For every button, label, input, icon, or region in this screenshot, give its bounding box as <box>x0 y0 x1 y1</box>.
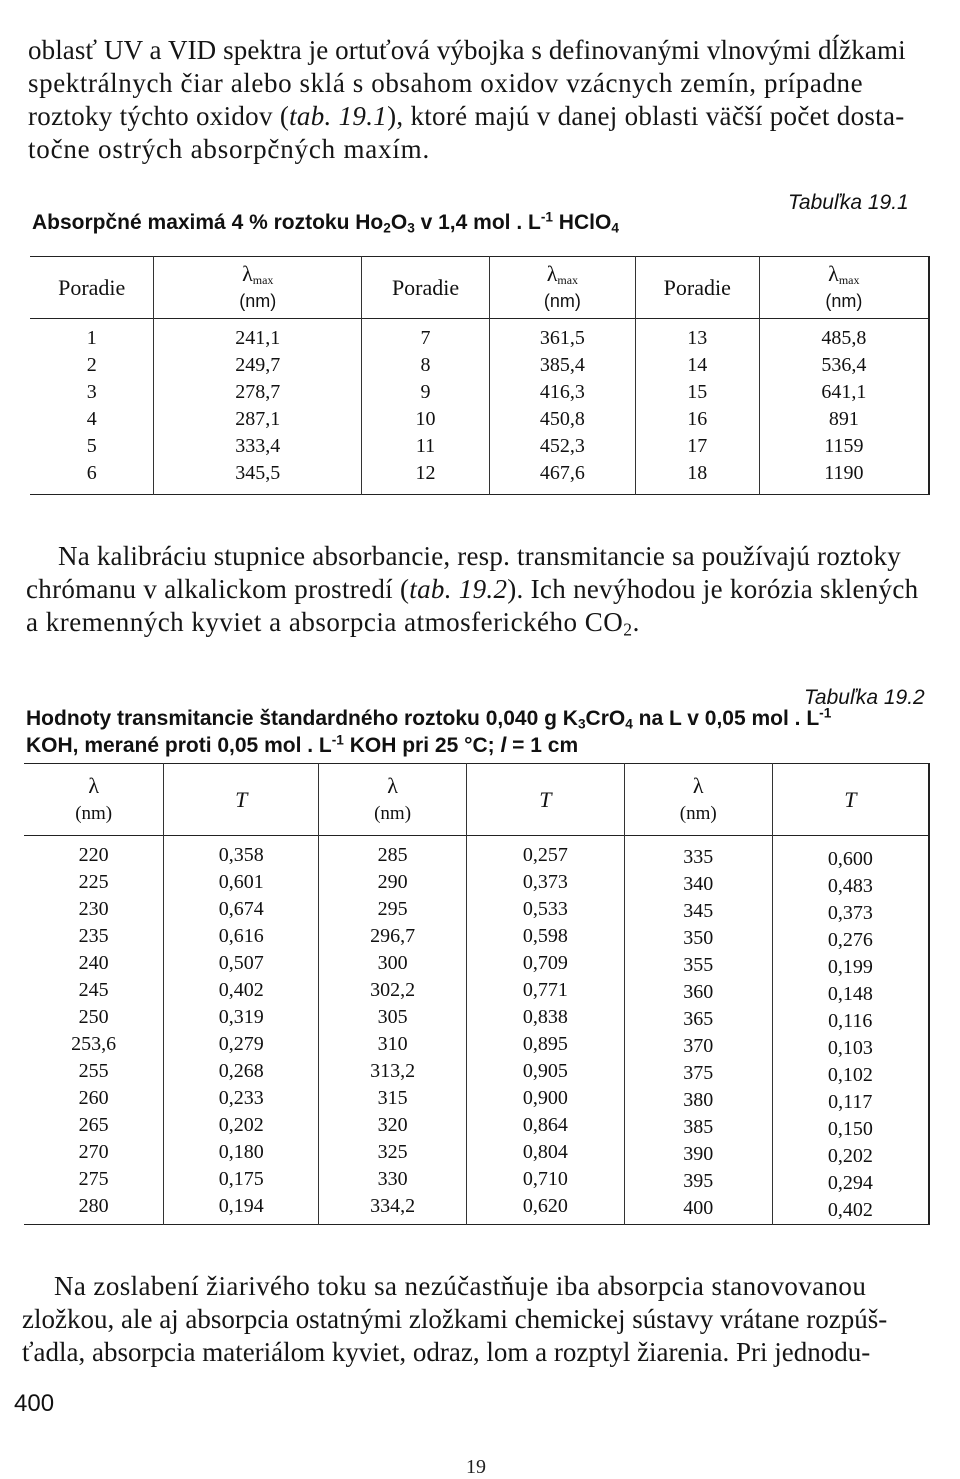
lambda-header: λ (nm) <box>319 764 467 836</box>
order-header: Poradie <box>362 257 490 319</box>
table-cell: 310 <box>377 1033 408 1055</box>
table-cell: 300 <box>377 952 408 974</box>
table-cell: 0,895 <box>522 1033 568 1055</box>
table-cell: 18 <box>687 462 708 484</box>
table1 <box>30 256 930 495</box>
mid-line-2: chrómanu v alkalickom prostredí (tab. 19.2). Ich nevýhodou je korózia sklených <box>26 574 919 604</box>
table-cell: 0,507 <box>218 952 264 974</box>
transmittance-header: T <box>164 764 319 836</box>
table-cell: 0,533 <box>522 898 568 920</box>
table-cell: 0,180 <box>218 1141 264 1163</box>
lambda-column <box>319 836 467 1225</box>
table-cell: 0,620 <box>522 1195 568 1217</box>
table-cell: 370 <box>683 1035 714 1057</box>
order-column <box>362 319 490 495</box>
table-cell: 220 <box>78 844 109 866</box>
table2-label: Tabuľka 19.2 <box>804 686 925 709</box>
table-cell: 0,103 <box>827 1037 873 1059</box>
lambda-column <box>759 319 929 495</box>
footer-number: 19 <box>466 1456 486 1478</box>
table-cell: 315 <box>377 1087 408 1109</box>
table-cell: 360 <box>683 981 714 1003</box>
table-cell: 485,8 <box>821 327 867 349</box>
table-cell: 0,600 <box>827 848 873 870</box>
outro-line-2: zložkou, ale aj absorpcia ostatnými zložkami chemickej sústavy vrátane rozpúš- <box>22 1304 888 1334</box>
table-cell: 0,268 <box>218 1060 264 1082</box>
lambda-max-header: $\lambda_{max}$ (nm) <box>154 257 362 319</box>
table-cell: 225 <box>78 871 109 893</box>
table-cell: 330 <box>377 1168 408 1190</box>
table-cell: 253,6 <box>71 1033 117 1055</box>
table-cell: 8 <box>420 354 431 376</box>
table-cell: 0,900 <box>522 1087 568 1109</box>
table-cell: 0,294 <box>827 1172 873 1194</box>
table-cell: 380 <box>683 1089 714 1111</box>
table-cell: 0,257 <box>522 844 568 866</box>
table1-header <box>30 257 929 319</box>
table-cell: 0,402 <box>218 979 264 1001</box>
outro-line-3: ťadla, absorpcia materiálom kyviet, odraz, lom a rozptyl žiarenia. Pri jednodu- <box>22 1337 871 1367</box>
lambda-header: λ (nm) <box>24 764 164 836</box>
table-cell: 0,148 <box>827 983 873 1005</box>
table-cell: 0,358 <box>218 844 264 866</box>
table-cell: 450,8 <box>539 408 585 430</box>
table-cell: 313,2 <box>370 1060 416 1082</box>
outro-paragraph <box>22 1270 936 1369</box>
table-cell: 11 <box>415 435 436 457</box>
table-cell: 0,116 <box>828 1010 873 1032</box>
table-cell: 9 <box>420 381 431 403</box>
lambda-column <box>624 836 772 1225</box>
table-cell: 295 <box>377 898 408 920</box>
order-header: Poradie <box>30 257 154 319</box>
table-cell: 0,598 <box>522 925 568 947</box>
table-cell: 0,194 <box>218 1195 264 1217</box>
intro-line-1: oblasť UV a VID spektra je ortuťová výbojka s definovanými vlnovými dĺžkami <box>28 35 906 65</box>
table-cell: 0,279 <box>218 1033 264 1055</box>
table-cell: 395 <box>683 1170 714 1192</box>
mid-paragraph <box>26 540 936 639</box>
table-cell: 1159 <box>824 435 864 457</box>
table1-caption: Absorpčné maximá 4 % roztoku $Ho_2O_3$ v 1,4 mol . $L^{-1}$ HClO$_4$ <box>32 209 619 236</box>
intro-line-2: spektrálnych čiar alebo sklá s obsahom oxidov vzácnych zemín, prípadne <box>28 68 864 98</box>
order-header: Poradie <box>635 257 759 319</box>
table-cell: 0,117 <box>828 1091 873 1113</box>
table-cell: 0,771 <box>522 979 568 1001</box>
table-reference: tab. 19.1 <box>289 101 388 131</box>
table-cell: 287,1 <box>235 408 281 430</box>
table-cell: 10 <box>415 408 436 430</box>
table-cell: 452,3 <box>539 435 585 457</box>
order-column <box>635 319 759 495</box>
table-cell: 241,1 <box>235 327 281 349</box>
page-number: 400 <box>14 1390 55 1417</box>
table-cell: 334,2 <box>370 1195 416 1217</box>
intro-paragraph <box>28 34 938 166</box>
table-cell: 240 <box>78 952 109 974</box>
table-cell: 0,709 <box>522 952 568 974</box>
table-cell: 350 <box>683 927 714 949</box>
table-cell: 340 <box>683 873 714 895</box>
table-cell: 361,5 <box>539 327 585 349</box>
lambda-max-header: $\lambda_{max}$ (nm) <box>825 261 863 311</box>
table-cell: 250 <box>78 1006 109 1028</box>
table-cell: 0,319 <box>218 1006 264 1028</box>
table-cell: 13 <box>687 327 708 349</box>
outro-line-1: Na zoslabení žiarivého toku sa nezúčastňuje iba absorpcia stanovovanou <box>54 1271 867 1301</box>
table-cell: 0,199 <box>827 956 873 978</box>
table-cell: 17 <box>687 435 708 457</box>
table-cell: 0,373 <box>522 871 568 893</box>
table-cell: 0,175 <box>218 1168 264 1190</box>
transmittance-header: T <box>467 764 625 836</box>
table-cell: 891 <box>828 408 859 430</box>
table-cell: 255 <box>78 1060 109 1082</box>
table-cell: 16 <box>687 408 708 430</box>
table-cell: 1190 <box>824 462 864 484</box>
table-reference: tab. 19.2 <box>409 574 508 604</box>
table-cell: 230 <box>78 898 109 920</box>
lambda-column <box>489 319 635 495</box>
table2-caption-line-1: Hodnoty transmitancie štandardného roztoku 0,040 g $K_3CrO_4$ na L v 0,05 mol . $L^{-1}$ <box>26 705 832 732</box>
table-cell: 265 <box>78 1114 109 1136</box>
table-cell: 275 <box>78 1168 109 1190</box>
table-cell: 14 <box>687 354 708 376</box>
table-cell: 416,3 <box>539 381 585 403</box>
table-cell: 345,5 <box>235 462 281 484</box>
table-cell: 278,7 <box>235 381 281 403</box>
table2-caption <box>26 705 831 759</box>
table-cell: 285 <box>377 844 408 866</box>
table-cell: 296,7 <box>370 925 416 947</box>
table-cell: 0,864 <box>522 1114 568 1136</box>
table-cell: 536,4 <box>821 354 867 376</box>
table-cell: 0,674 <box>218 898 264 920</box>
table-cell: 375 <box>683 1062 714 1084</box>
mid-line-3: a kremenných kyviet a absorpcia atmosferického $CO_2$. <box>26 607 640 640</box>
table2-caption-line-2: KOH, merané proti 0,05 mol . $L^{-1}$ KOH pri 25 °C; l = 1 cm <box>26 732 579 757</box>
table-cell: 0,402 <box>827 1199 873 1221</box>
table-cell: 345 <box>683 900 714 922</box>
table-cell: 249,7 <box>235 354 281 376</box>
table-cell: 0,276 <box>827 929 873 951</box>
table-cell: 0,373 <box>827 902 873 924</box>
mid-line-1: Na kalibráciu stupnice absorbancie, resp. transmitancie sa používajú roztoky <box>58 541 901 571</box>
table-cell: 302,2 <box>370 979 416 1001</box>
table-cell: 7 <box>420 327 431 349</box>
table-cell: 385 <box>683 1116 714 1138</box>
table-cell: 0,616 <box>218 925 264 947</box>
intro-line-3: roztoky týchto oxidov (tab. 19.1), ktoré majú v danej oblasti väčší počet dosta- <box>28 101 905 131</box>
table-cell: 260 <box>78 1087 109 1109</box>
table-cell: 0,905 <box>522 1060 568 1082</box>
table-cell: 390 <box>683 1143 714 1165</box>
table-cell: 325 <box>377 1141 408 1163</box>
table1-label: Tabuľka 19.1 <box>788 191 909 214</box>
lambda-column <box>154 319 362 495</box>
intro-line-4: točne ostrých absorpčných maxím. <box>28 134 430 164</box>
table-cell: 6 <box>86 462 97 484</box>
table-cell: 280 <box>78 1195 109 1217</box>
transmittance-column <box>772 836 929 1225</box>
table-cell: 1 <box>86 327 97 349</box>
table-cell: 335 <box>683 846 714 868</box>
table-cell: 290 <box>377 871 408 893</box>
table-cell: 355 <box>683 954 714 976</box>
transmittance-column <box>164 836 319 1225</box>
table-cell: 365 <box>683 1008 714 1030</box>
table-cell: 0,102 <box>827 1064 873 1086</box>
table-cell: 0,804 <box>522 1141 568 1163</box>
table1-body <box>30 319 929 495</box>
table-cell: 0,202 <box>827 1145 873 1167</box>
table-cell: 245 <box>78 979 109 1001</box>
transmittance-header: T <box>844 786 857 812</box>
lambda-header: λ (nm) <box>624 764 772 836</box>
table2-header <box>24 764 929 836</box>
transmittance-column <box>467 836 625 1225</box>
table-cell: 270 <box>78 1141 109 1163</box>
table2-body <box>24 836 929 1225</box>
table-cell: 4 <box>86 408 97 430</box>
table-cell: 320 <box>377 1114 408 1136</box>
table2 <box>24 763 930 1225</box>
table-cell: 0,150 <box>827 1118 873 1140</box>
table-cell: 333,4 <box>235 435 281 457</box>
table-cell: 3 <box>86 381 97 403</box>
table-cell: 12 <box>415 462 436 484</box>
table-cell: 0,202 <box>218 1114 264 1136</box>
table-cell: 0,483 <box>827 875 873 897</box>
table-cell: 385,4 <box>539 354 585 376</box>
order-column <box>30 319 154 495</box>
table-cell: 235 <box>78 925 109 947</box>
table-cell: 5 <box>86 435 97 457</box>
table-cell: 305 <box>377 1006 408 1028</box>
table-cell: 0,601 <box>218 871 264 893</box>
table-cell: 641,1 <box>821 381 867 403</box>
table-cell: 400 <box>683 1197 714 1219</box>
table-cell: 467,6 <box>539 462 585 484</box>
table-cell: 0,233 <box>218 1087 264 1109</box>
table-cell: 0,838 <box>522 1006 568 1028</box>
lambda-max-header: $\lambda_{max}$ (nm) <box>489 257 635 319</box>
table-cell: 15 <box>687 381 708 403</box>
lambda-column <box>24 836 164 1225</box>
table-cell: 2 <box>86 354 97 376</box>
table-cell: 0,710 <box>522 1168 568 1190</box>
